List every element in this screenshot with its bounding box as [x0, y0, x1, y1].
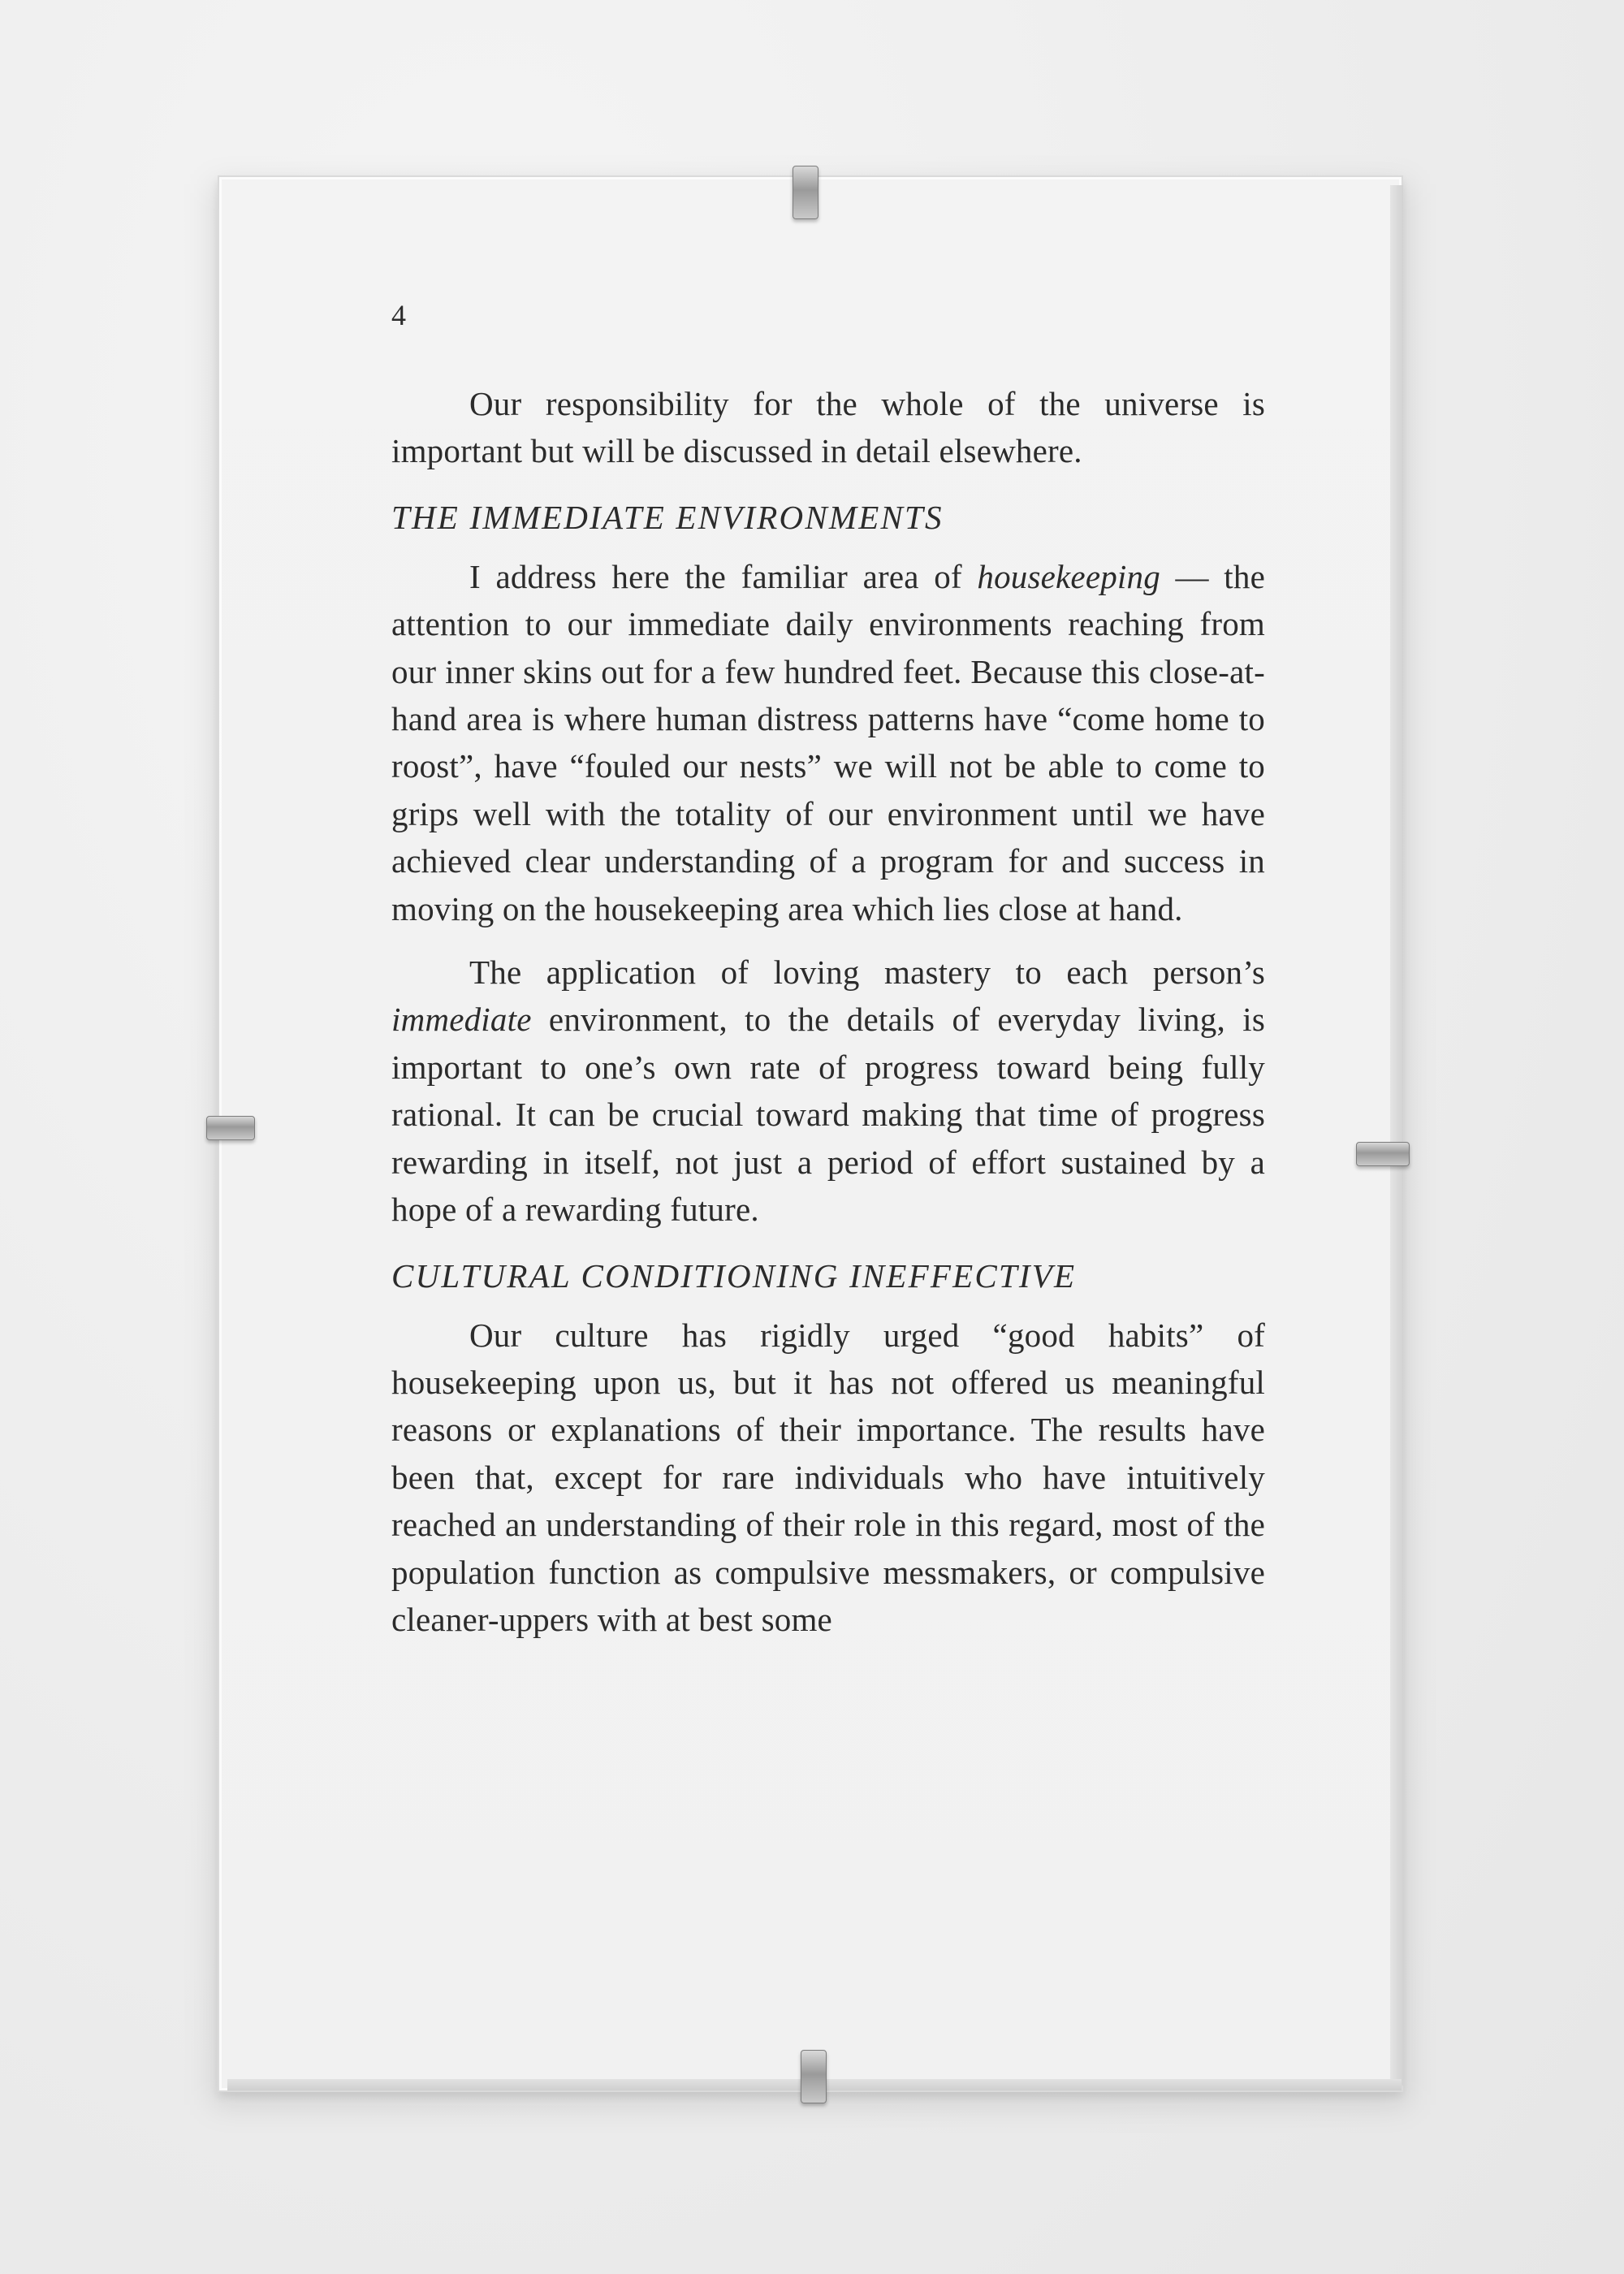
- document-page: [391, 300, 1265, 1643]
- paragraph: Our responsibility for the whole of the universe is important but will be discussed in detail elsewhere.: [391, 385, 1265, 470]
- frame-edge: [1390, 185, 1403, 2086]
- frame-clip-bottom: [801, 2050, 827, 2103]
- section-heading: THE IMMEDIATE ENVIRONMENTS: [391, 498, 944, 536]
- section-heading: CULTURAL CONDITIONING INEFFECTIVE: [391, 1256, 1077, 1295]
- paragraph: Our culture has rigidly urged “good habits” of housekeeping upon us, but it has not offered us meaningful reasons or explanations of their importance. The results have been that, except for rare individuals who have intuitively reached an understanding of their role in this regard, most of the population function as compulsive messmakers, or compulsive cleaner-uppers with at best some: [391, 1316, 1265, 1638]
- page-number: 4: [391, 299, 406, 331]
- paragraph-text: environment, to the details of everyday living, is important to one’s own rate of progress toward being fully rational. It can be crucial toward making that time of progress rewarding in itself, not just a period of effort sustained by a hope of a rewarding future.: [391, 1001, 1265, 1229]
- paragraph-text: The application of loving mastery to each person’s: [469, 953, 1265, 992]
- paragraph-text: I address here the familiar area of: [469, 557, 978, 595]
- paragraph-text: — the attention to our immediate daily environments reaching from our inner skins out for a few hundred feet. Because this close-at-hand area is where human distress patterns have “come home to roost”, have “fouled our nests” we will not be able to come to grips well with the totality of our environment until we have achieved clear understanding of a program for and success in moving on the housekeeping area which lies close at hand.: [391, 557, 1265, 927]
- frame-clip-left: [206, 1116, 255, 1140]
- paragraph: [391, 553, 1265, 932]
- frame-clip-right: [1356, 1142, 1410, 1166]
- paragraph: [391, 949, 1265, 1233]
- frame-clip-top: [793, 166, 818, 219]
- emphasis-text: immediate: [391, 1001, 532, 1039]
- emphasis-text: housekeeping: [977, 557, 1160, 595]
